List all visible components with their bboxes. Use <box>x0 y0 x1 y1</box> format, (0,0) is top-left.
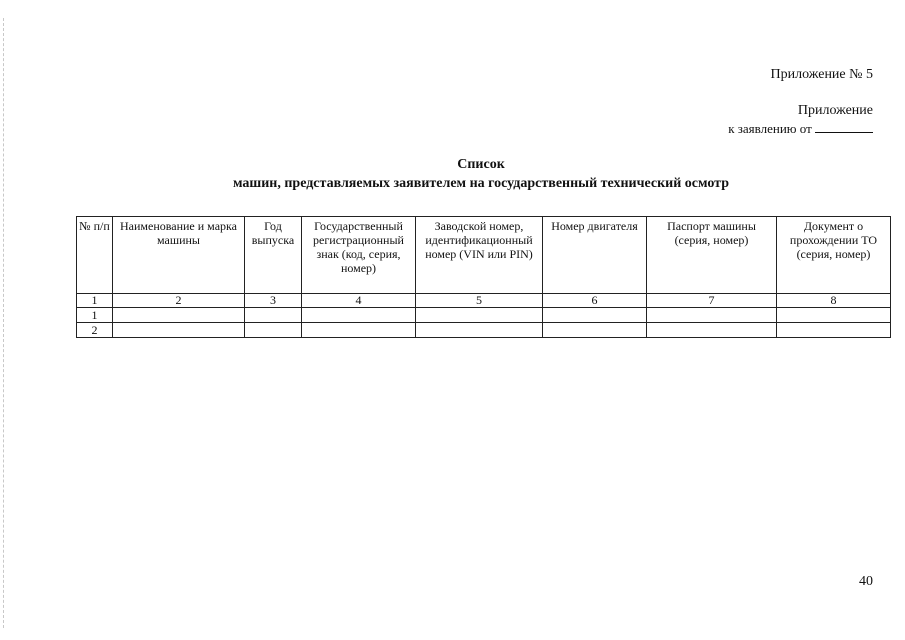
table-cell <box>245 308 302 323</box>
appendix-number: Приложение № 5 <box>770 67 873 82</box>
column-number: 5 <box>416 294 543 308</box>
table-cell <box>543 308 647 323</box>
appendix-title: Приложение <box>797 103 873 118</box>
column-number: 7 <box>647 294 777 308</box>
row-number-cell: 2 <box>77 323 113 338</box>
header-row-number: № п/п <box>77 217 113 294</box>
list-title: Список <box>457 157 505 172</box>
column-number: 8 <box>777 294 891 308</box>
appendix-reference-text: к заявлению от <box>728 121 812 136</box>
table-cell <box>777 323 891 338</box>
table-cell <box>302 323 416 338</box>
table-cell <box>416 323 543 338</box>
table-cell <box>777 308 891 323</box>
table-cell <box>113 308 245 323</box>
header-machine-passport: Паспорт машины (серия, номер) <box>647 217 777 294</box>
column-number: 3 <box>245 294 302 308</box>
column-number-row <box>77 294 891 308</box>
table-cell <box>302 308 416 323</box>
column-number: 6 <box>543 294 647 308</box>
machine-list-table <box>76 216 891 338</box>
header-year: Год выпуска <box>245 217 302 294</box>
table-cell <box>416 308 543 323</box>
table-row <box>77 308 891 323</box>
table-cell <box>647 308 777 323</box>
row-number-cell: 1 <box>77 308 113 323</box>
table-row <box>77 323 891 338</box>
table-cell <box>245 323 302 338</box>
header-inspection-document: Документ о прохождении ТО (серия, номер) <box>777 217 891 294</box>
table-cell <box>543 323 647 338</box>
header-factory-number: Заводской номер, идентификационный номер (VIN или PIN) <box>416 217 543 294</box>
header-engine-number: Номер двигателя <box>543 217 647 294</box>
header-row <box>77 217 891 294</box>
table-cell <box>647 323 777 338</box>
page-number: 40 <box>859 574 873 589</box>
scan-edge-line <box>3 18 4 628</box>
column-number: 2 <box>113 294 245 308</box>
column-number: 1 <box>77 294 113 308</box>
appendix-reference <box>728 121 873 137</box>
header-registration-plate: Государственный регистрационный знак (код, серия, номер) <box>302 217 416 294</box>
header-machine-name: Наименование и марка машины <box>113 217 245 294</box>
column-number: 4 <box>302 294 416 308</box>
list-subtitle: машин, представляемых заявителем на государственный технический осмотр <box>232 176 730 191</box>
date-blank-line <box>815 121 873 133</box>
table-cell <box>113 323 245 338</box>
